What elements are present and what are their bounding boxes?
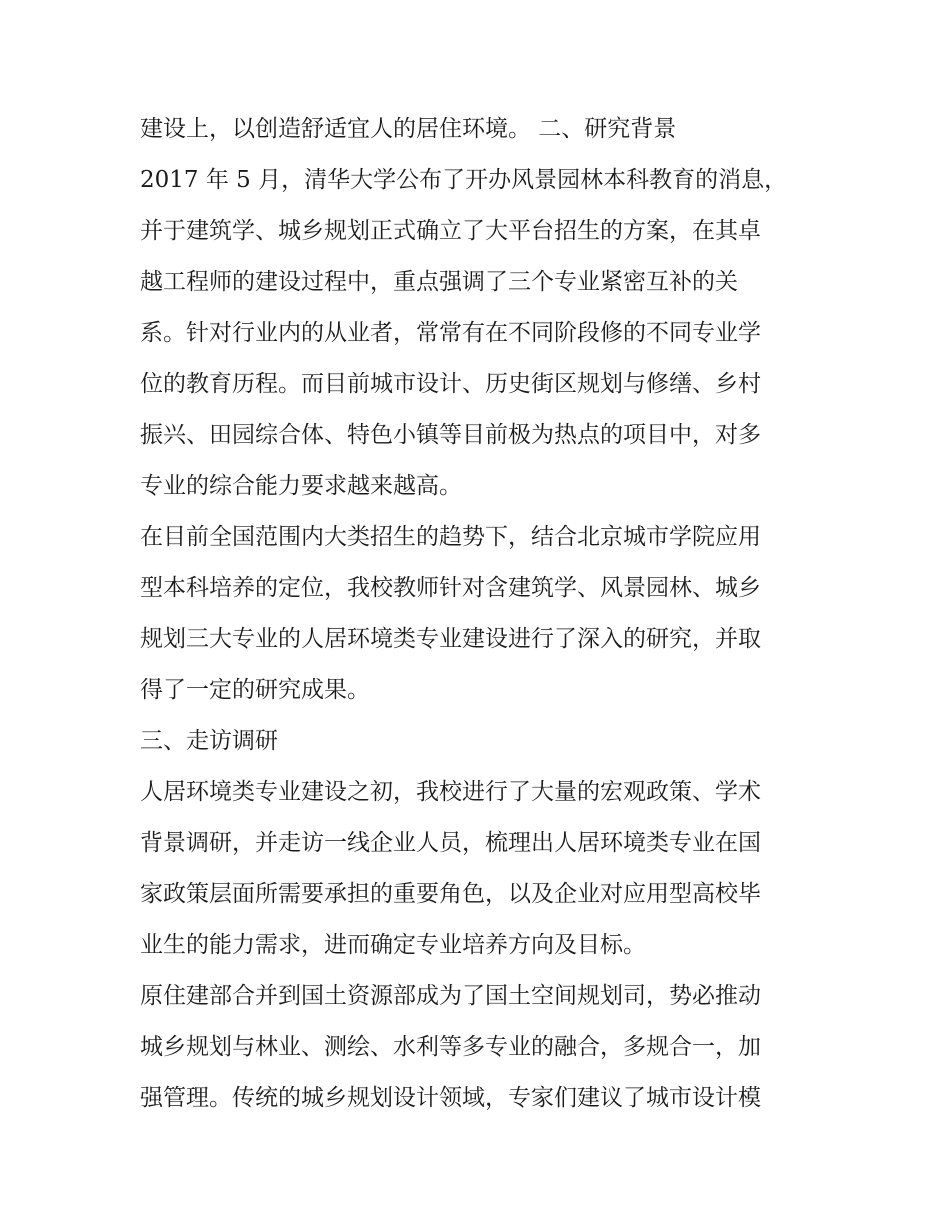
text-line: 并于建筑学、城乡规划正式确立了大平台招生的方案，在其卓 (140, 218, 761, 244)
text-line: 原住建部合并到国土资源部成为了国土空间规划司，势必推动 (140, 983, 761, 1009)
text-line: 背景调研，并走访一线企业人员，梳理出人居环境类专业在国 (140, 830, 761, 856)
text-line: 2017 年 5 月，清华大学公布了开办风景园林本科教育的消息， (140, 167, 788, 193)
text-line: 越工程师的建设过程中，重点强调了三个专业紧密互补的关 (140, 269, 738, 295)
section-heading: 三、走访调研 (140, 728, 278, 754)
text-line: 在目前全国范围内大类招生的趋势下，结合北京城市学院应用 (140, 524, 761, 550)
text-line: 规划三大专业的人居环境类专业建设进行了深入的研究，并取 (140, 626, 761, 652)
text-line: 得了一定的研究成果。 (140, 677, 370, 703)
document-page (140, 104, 812, 1124)
text-line: 家政策层面所需要承担的重要角色，以及企业对应用型高校毕 (140, 881, 761, 907)
text-line: 强管理。传统的城乡规划设计领域，专家们建议了城市设计模 (140, 1085, 761, 1111)
text-line: 型本科培养的定位，我校教师针对含建筑学、风景园林、城乡 (140, 575, 761, 601)
text-line: 位的教育历程。而目前城市设计、历史街区规划与修缮、乡村 (140, 371, 761, 397)
text-line: 专业的综合能力要求越来越高。 (140, 473, 462, 499)
text-line: 系。针对行业内的从业者，常常有在不同阶段修的不同专业学 (140, 320, 761, 346)
text-line: 振兴、田园综合体、特色小镇等目前极为热点的项目中，对多 (140, 422, 761, 448)
text-line: 建设上，以创造舒适宜人的居住环境。 二、研究背景 (140, 116, 677, 142)
text-line: 城乡规划与林业、测绘、水利等多专业的融合，多规合一，加 (140, 1034, 761, 1060)
text-line: 人居环境类专业建设之初，我校进行了大量的宏观政策、学术 (140, 779, 761, 805)
text-line: 业生的能力需求，进而确定专业培养方向及目标。 (140, 932, 646, 958)
